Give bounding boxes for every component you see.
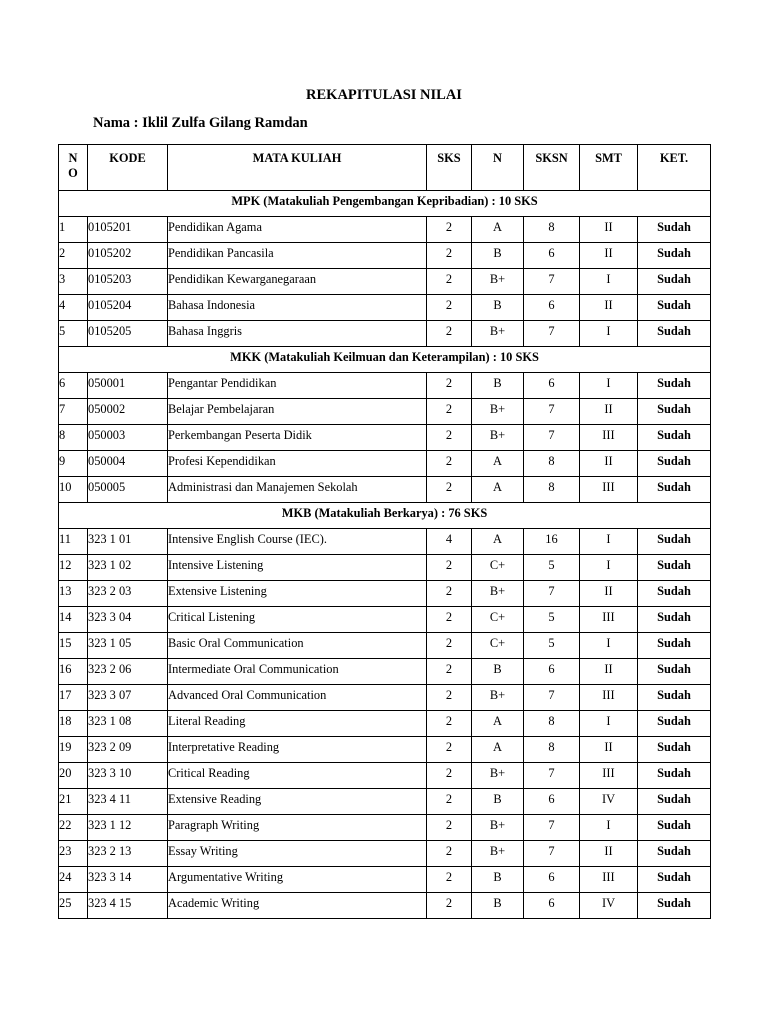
cell-smt: II [580, 217, 638, 243]
cell-mata-kuliah: Intensive English Course (IEC). [168, 529, 427, 555]
cell-ket: Sudah [638, 633, 711, 659]
cell-kode: 323 4 15 [88, 893, 168, 919]
cell-sks: 2 [427, 867, 472, 893]
cell-kode: 0105203 [88, 269, 168, 295]
cell-sksn: 7 [524, 399, 580, 425]
cell-nilai: B [472, 893, 524, 919]
cell-sks: 2 [427, 295, 472, 321]
cell-nilai: B [472, 867, 524, 893]
table-row [59, 217, 711, 243]
cell-sksn: 7 [524, 685, 580, 711]
cell-nilai: B+ [472, 685, 524, 711]
table-row [59, 269, 711, 295]
table-row [59, 867, 711, 893]
cell-ket: Sudah [638, 737, 711, 763]
cell-sksn: 8 [524, 217, 580, 243]
cell-kode: 0105205 [88, 321, 168, 347]
cell-mata-kuliah: Critical Listening [168, 607, 427, 633]
cell-mata-kuliah: Pendidikan Pancasila [168, 243, 427, 269]
cell-kode: 323 3 04 [88, 607, 168, 633]
cell-no: 7 [59, 399, 88, 425]
cell-sks: 2 [427, 399, 472, 425]
header-n: N [472, 145, 524, 191]
cell-sksn: 8 [524, 711, 580, 737]
table-row [59, 477, 711, 503]
cell-smt: I [580, 269, 638, 295]
cell-nilai: A [472, 737, 524, 763]
cell-ket: Sudah [638, 685, 711, 711]
cell-kode: 323 2 13 [88, 841, 168, 867]
cell-ket: Sudah [638, 867, 711, 893]
cell-sks: 2 [427, 763, 472, 789]
table-row [59, 373, 711, 399]
cell-sks: 2 [427, 243, 472, 269]
cell-ket: Sudah [638, 893, 711, 919]
cell-smt: II [580, 243, 638, 269]
cell-smt: III [580, 607, 638, 633]
cell-no: 15 [59, 633, 88, 659]
cell-sks: 2 [427, 451, 472, 477]
cell-kode: 323 3 07 [88, 685, 168, 711]
header-ket: KET. [638, 145, 711, 191]
table-row [59, 321, 711, 347]
cell-sks: 2 [427, 373, 472, 399]
cell-mata-kuliah: Intensive Listening [168, 555, 427, 581]
cell-nilai: B [472, 373, 524, 399]
cell-mata-kuliah: Advanced Oral Communication [168, 685, 427, 711]
cell-nilai: B+ [472, 581, 524, 607]
cell-sksn: 6 [524, 893, 580, 919]
table-row [59, 425, 711, 451]
cell-sks: 2 [427, 893, 472, 919]
cell-no: 18 [59, 711, 88, 737]
cell-sksn: 8 [524, 737, 580, 763]
cell-sksn: 7 [524, 425, 580, 451]
table-row [59, 555, 711, 581]
cell-sks: 2 [427, 711, 472, 737]
cell-mata-kuliah: Basic Oral Communication [168, 633, 427, 659]
cell-sksn: 7 [524, 581, 580, 607]
section-row [59, 347, 711, 373]
cell-ket: Sudah [638, 451, 711, 477]
cell-smt: II [580, 451, 638, 477]
cell-sksn: 5 [524, 607, 580, 633]
cell-smt: III [580, 763, 638, 789]
cell-no: 8 [59, 425, 88, 451]
header-no-bottom: O [68, 166, 78, 180]
cell-kode: 323 1 12 [88, 815, 168, 841]
cell-smt: I [580, 711, 638, 737]
cell-kode: 050004 [88, 451, 168, 477]
cell-nilai: B+ [472, 321, 524, 347]
header-kode: KODE [88, 145, 168, 191]
cell-no: 11 [59, 529, 88, 555]
cell-ket: Sudah [638, 607, 711, 633]
cell-smt: III [580, 867, 638, 893]
cell-kode: 323 3 14 [88, 867, 168, 893]
cell-nilai: B+ [472, 269, 524, 295]
cell-sksn: 7 [524, 321, 580, 347]
cell-sksn: 6 [524, 867, 580, 893]
cell-kode: 323 4 11 [88, 789, 168, 815]
cell-sks: 2 [427, 425, 472, 451]
cell-mata-kuliah: Paragraph Writing [168, 815, 427, 841]
cell-kode: 323 1 08 [88, 711, 168, 737]
cell-sks: 2 [427, 815, 472, 841]
section-title: MKK (Matakuliah Keilmuan dan Keterampilan) : 10 SKS [59, 347, 711, 373]
cell-mata-kuliah: Interpretative Reading [168, 737, 427, 763]
cell-ket: Sudah [638, 399, 711, 425]
cell-kode: 323 2 06 [88, 659, 168, 685]
section-title: MKB (Matakuliah Berkarya) : 76 SKS [59, 503, 711, 529]
cell-no: 22 [59, 815, 88, 841]
table-row [59, 815, 711, 841]
cell-sks: 2 [427, 217, 472, 243]
cell-sks: 4 [427, 529, 472, 555]
cell-no: 5 [59, 321, 88, 347]
cell-sksn: 6 [524, 243, 580, 269]
cell-no: 20 [59, 763, 88, 789]
table-row [59, 763, 711, 789]
cell-kode: 050001 [88, 373, 168, 399]
cell-sksn: 6 [524, 789, 580, 815]
cell-no: 2 [59, 243, 88, 269]
cell-sksn: 6 [524, 659, 580, 685]
cell-ket: Sudah [638, 659, 711, 685]
cell-nilai: A [472, 451, 524, 477]
header-mata-kuliah: MATA KULIAH [168, 145, 427, 191]
cell-ket: Sudah [638, 321, 711, 347]
cell-kode: 323 1 05 [88, 633, 168, 659]
table-row [59, 633, 711, 659]
cell-no: 21 [59, 789, 88, 815]
cell-no: 16 [59, 659, 88, 685]
cell-no: 4 [59, 295, 88, 321]
cell-sks: 2 [427, 581, 472, 607]
cell-ket: Sudah [638, 789, 711, 815]
cell-no: 19 [59, 737, 88, 763]
student-name: Nama : Iklil Zulfa Gilang Ramdan [93, 115, 308, 131]
cell-ket: Sudah [638, 477, 711, 503]
cell-kode: 0105204 [88, 295, 168, 321]
cell-ket: Sudah [638, 529, 711, 555]
cell-no: 14 [59, 607, 88, 633]
cell-ket: Sudah [638, 373, 711, 399]
table-header-row [59, 145, 711, 191]
table-row [59, 529, 711, 555]
cell-smt: I [580, 815, 638, 841]
cell-smt: II [580, 399, 638, 425]
cell-mata-kuliah: Belajar Pembelajaran [168, 399, 427, 425]
cell-nilai: C+ [472, 607, 524, 633]
cell-sks: 2 [427, 685, 472, 711]
header-no [59, 145, 88, 191]
cell-sksn: 5 [524, 555, 580, 581]
cell-kode: 323 1 01 [88, 529, 168, 555]
table-row [59, 685, 711, 711]
cell-mata-kuliah: Essay Writing [168, 841, 427, 867]
document-title: REKAPITULASI NILAI [306, 87, 462, 103]
header-sks: SKS [427, 145, 472, 191]
section-row [59, 191, 711, 217]
cell-kode: 050003 [88, 425, 168, 451]
cell-nilai: A [472, 711, 524, 737]
cell-nilai: B [472, 659, 524, 685]
cell-no: 25 [59, 893, 88, 919]
cell-no: 6 [59, 373, 88, 399]
cell-smt: II [580, 295, 638, 321]
cell-sks: 2 [427, 659, 472, 685]
cell-sks: 2 [427, 737, 472, 763]
cell-smt: I [580, 321, 638, 347]
section-title: MPK (Matakuliah Pengembangan Kepribadian) : 10 SKS [59, 191, 711, 217]
cell-sksn: 7 [524, 841, 580, 867]
cell-no: 9 [59, 451, 88, 477]
cell-sksn: 8 [524, 451, 580, 477]
cell-mata-kuliah: Profesi Kependidikan [168, 451, 427, 477]
cell-sksn: 7 [524, 815, 580, 841]
cell-kode: 050002 [88, 399, 168, 425]
cell-smt: III [580, 685, 638, 711]
table-row [59, 399, 711, 425]
cell-nilai: C+ [472, 633, 524, 659]
cell-ket: Sudah [638, 841, 711, 867]
cell-smt: II [580, 737, 638, 763]
cell-smt: III [580, 425, 638, 451]
cell-ket: Sudah [638, 815, 711, 841]
cell-smt: III [580, 477, 638, 503]
cell-kode: 323 2 03 [88, 581, 168, 607]
cell-sks: 2 [427, 321, 472, 347]
cell-kode: 323 2 09 [88, 737, 168, 763]
table-row [59, 789, 711, 815]
cell-nilai: B [472, 295, 524, 321]
cell-mata-kuliah: Bahasa Inggris [168, 321, 427, 347]
header-smt: SMT [580, 145, 638, 191]
cell-smt: I [580, 373, 638, 399]
cell-nilai: B+ [472, 425, 524, 451]
cell-no: 3 [59, 269, 88, 295]
table-row [59, 581, 711, 607]
table-row [59, 737, 711, 763]
cell-ket: Sudah [638, 217, 711, 243]
cell-kode: 0105202 [88, 243, 168, 269]
cell-sks: 2 [427, 607, 472, 633]
cell-sks: 2 [427, 633, 472, 659]
cell-smt: II [580, 841, 638, 867]
cell-sks: 2 [427, 477, 472, 503]
cell-kode: 323 1 02 [88, 555, 168, 581]
table-body [59, 191, 711, 919]
cell-no: 17 [59, 685, 88, 711]
cell-no: 12 [59, 555, 88, 581]
cell-no: 1 [59, 217, 88, 243]
header-no-top: N [68, 151, 78, 165]
cell-nilai: B+ [472, 841, 524, 867]
table-row [59, 841, 711, 867]
cell-sks: 2 [427, 841, 472, 867]
cell-mata-kuliah: Extensive Listening [168, 581, 427, 607]
cell-mata-kuliah: Pendidikan Agama [168, 217, 427, 243]
cell-mata-kuliah: Administrasi dan Manajemen Sekolah [168, 477, 427, 503]
cell-mata-kuliah: Academic Writing [168, 893, 427, 919]
cell-sksn: 8 [524, 477, 580, 503]
cell-ket: Sudah [638, 711, 711, 737]
cell-smt: IV [580, 893, 638, 919]
grades-table [58, 144, 711, 919]
cell-sksn: 6 [524, 295, 580, 321]
cell-no: 23 [59, 841, 88, 867]
cell-smt: II [580, 581, 638, 607]
cell-kode: 323 3 10 [88, 763, 168, 789]
table-row [59, 451, 711, 477]
cell-nilai: A [472, 529, 524, 555]
cell-sksn: 7 [524, 763, 580, 789]
cell-mata-kuliah: Bahasa Indonesia [168, 295, 427, 321]
cell-nilai: B [472, 789, 524, 815]
cell-smt: I [580, 633, 638, 659]
cell-ket: Sudah [638, 763, 711, 789]
table-row [59, 295, 711, 321]
cell-ket: Sudah [638, 295, 711, 321]
cell-ket: Sudah [638, 581, 711, 607]
section-row [59, 503, 711, 529]
cell-ket: Sudah [638, 243, 711, 269]
cell-nilai: A [472, 477, 524, 503]
cell-smt: I [580, 529, 638, 555]
cell-mata-kuliah: Critical Reading [168, 763, 427, 789]
cell-kode: 050005 [88, 477, 168, 503]
cell-nilai: B [472, 243, 524, 269]
table-row [59, 659, 711, 685]
table-row [59, 711, 711, 737]
cell-mata-kuliah: Extensive Reading [168, 789, 427, 815]
cell-nilai: C+ [472, 555, 524, 581]
cell-smt: I [580, 555, 638, 581]
cell-mata-kuliah: Intermediate Oral Communication [168, 659, 427, 685]
cell-sksn: 16 [524, 529, 580, 555]
cell-sks: 2 [427, 269, 472, 295]
cell-nilai: A [472, 217, 524, 243]
table-row [59, 607, 711, 633]
cell-no: 10 [59, 477, 88, 503]
cell-ket: Sudah [638, 425, 711, 451]
cell-smt: IV [580, 789, 638, 815]
cell-mata-kuliah: Perkembangan Peserta Didik [168, 425, 427, 451]
cell-sksn: 6 [524, 373, 580, 399]
cell-mata-kuliah: Pendidikan Kewarganegaraan [168, 269, 427, 295]
cell-nilai: B+ [472, 763, 524, 789]
cell-ket: Sudah [638, 555, 711, 581]
cell-sksn: 7 [524, 269, 580, 295]
cell-mata-kuliah: Literal Reading [168, 711, 427, 737]
cell-sks: 2 [427, 789, 472, 815]
cell-sks: 2 [427, 555, 472, 581]
cell-ket: Sudah [638, 269, 711, 295]
cell-mata-kuliah: Pengantar Pendidikan [168, 373, 427, 399]
cell-nilai: B+ [472, 399, 524, 425]
cell-sksn: 5 [524, 633, 580, 659]
cell-kode: 0105201 [88, 217, 168, 243]
header-sksn: SKSN [524, 145, 580, 191]
cell-no: 24 [59, 867, 88, 893]
cell-mata-kuliah: Argumentative Writing [168, 867, 427, 893]
table-row [59, 893, 711, 919]
cell-smt: II [580, 659, 638, 685]
cell-nilai: B+ [472, 815, 524, 841]
table-row [59, 243, 711, 269]
cell-no: 13 [59, 581, 88, 607]
